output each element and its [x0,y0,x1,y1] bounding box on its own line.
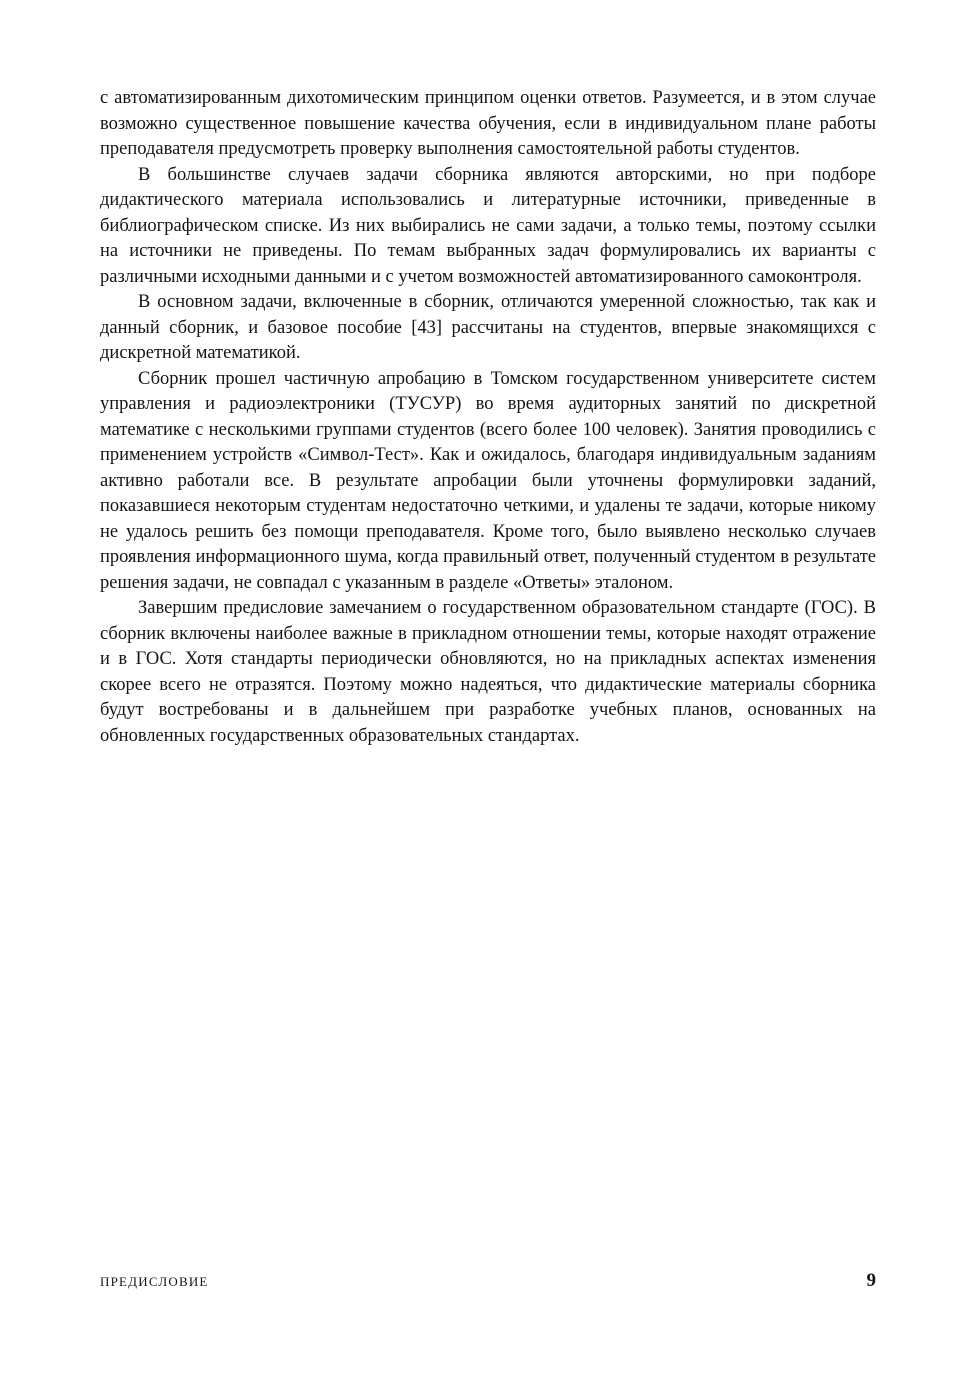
paragraph: В большинстве случаев задачи сборника являются авторскими, но при подборе дидактического материала использовались и литературные источники, приведенные в библиографическом списке. Из них выбирались не сами задачи, а только темы, поэтому ссылки на источники не приведены. По темам выбранных задач формулировались их варианты с различными исходными данными и с учетом возможностей автоматизированного самоконтроля. [100,164,876,287]
paragraph: Сборник прошел частичную апробацию в Томском государственном университете систем управления и радиоэлектроники (ТУСУР) во время аудиторных занятий по дискретной математике с несколькими группами студентов (всего более 100 человек). Занятия проводились с применением устройств «Символ-Тест». Как и ожидалось, благодаря индивидуальным заданиям активно работали все. В результате апробации были уточнены формулировки заданий, показавшиеся некоторым студентам недостаточно четкими, и удалены те задачи, которые никому не удалось решить без помощи преподавателя. Кроме того, было выявлено несколько случаев проявления информационного шума, когда правильный ответ, полученный студентом в результате решения задачи, не совпадал с указанным в разделе «Ответы» эталоном. [100,368,876,593]
paragraph: Завершим предисловие замечанием о государственном образовательном стандарте (ГОС). В сборник включены наиболее важные в прикладном отношении темы, которые находят отражение и в ГОС. Хотя стандарты периодически обновляются, но на прикладных аспектах изменения скорее всего не отразятся. Поэтому можно надеяться, что дидактические материалы сборника будут востребованы и в дальнейшем при разработке учебных планов, основанных на обновленных государственных образовательных стандартах. [100,598,876,746]
page-footer [100,1270,876,1292]
paragraph: В основном задачи, включенные в сборник, отличаются умеренной сложностью, так как и данный сборник, и базовое пособие [43] рассчитаны на студентов, впервые знакомящихся с дискретной математикой. [100,292,876,363]
running-title: ПРЕДИСЛОВИЕ [100,1274,209,1289]
paragraph: с автоматизированным дихотомическим принципом оценки ответов. Разумеется, и в этом случае возможно существенное повышение качества обучения, если в индивидуальном плане работы преподавателя предусмотреть проверку выполнения самостоятельной работы студентов. [100,88,876,159]
page-body-text [100,86,876,749]
page-number: 9 [866,1270,876,1291]
